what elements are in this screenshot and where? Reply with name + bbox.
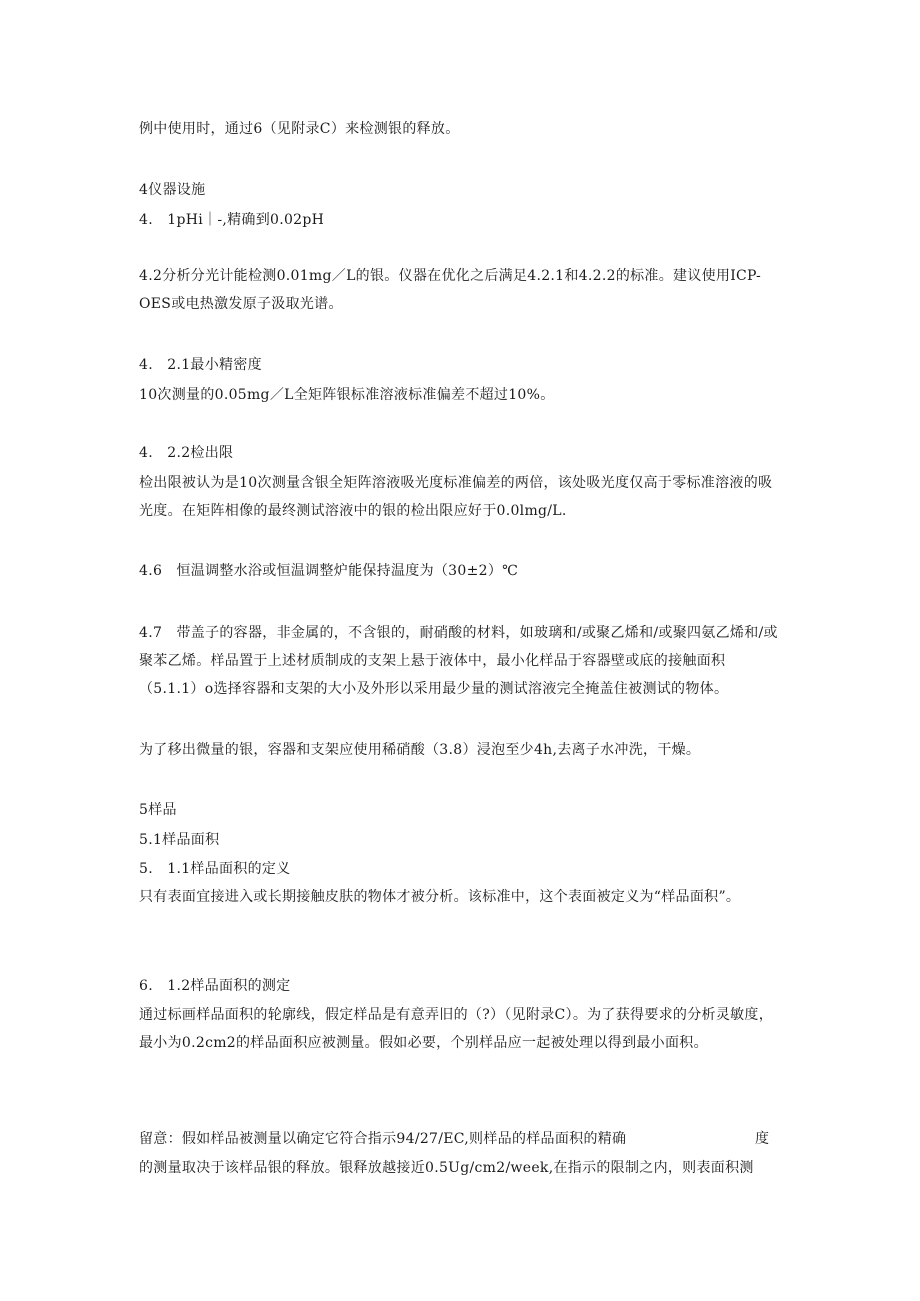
- subsection-heading: 4. 2.1最小精密度: [139, 357, 262, 373]
- subsection-heading: 5. 1.1样品面积的定义: [139, 861, 291, 877]
- subsection-heading: 5.1样品面积: [139, 832, 220, 848]
- text-line: 为了移出微量的银，容器和支架应使用稀硝酸（3.8）浸泡至少4h,去离子水冲洗，干燥。: [139, 742, 701, 758]
- text-line: 例中使用时，通过6（见附录C）来检测银的释放。: [139, 121, 460, 137]
- paragraph: 4.7 带盖子的容器，非金属的，不含银的，耐硝酸的材料，如玻璃和/或聚乙烯和/或聚四氨乙烯和/或聚苯乙烯。样品置于上述材质制成的支架上悬于液体中，最小化样品于容器壁或底的接触面积（5.1.1）o选择容器和支架的大小及外形以采用最少量的测试溶液完全掩盖住被测试的物体。: [139, 625, 778, 697]
- section-heading: 5样品: [139, 802, 177, 818]
- paragraph: 检出限被认为是10次测量含银全矩阵溶液吸光度标准偏差的两倍，该处吸光度仅高于零标准溶液的吸光度。在矩阵相像的最终测试溶液中的银的检出限应好于0.0lmg/L.: [139, 475, 773, 519]
- paragraph: 只有表面宜接进入或长期接触皮肤的物体才被分析。该标准中，这个表面被定义为“样品面积”。: [139, 889, 741, 905]
- text-line: 留意：假如样品被测量以确定它符合指示94/27/EC,则样品的样品面积的精确: [139, 1131, 627, 1147]
- subsection-heading: 4.6 恒温调整水浴或恒温调整炉能保持温度为（30±2）℃: [139, 563, 519, 579]
- text-fragment: 度: [755, 1131, 770, 1147]
- paragraph: 4.2分析分光计能检测0.01mg／L的银。仪器在优化之后满足4.2.1和4.2.2的标准。建议使用ICP-OES或电热激发原子汲取光谱。: [139, 268, 762, 312]
- section-heading: 4仪器设施: [139, 182, 206, 198]
- subsection-heading: 6. 1.2样品面积的测定: [139, 978, 291, 994]
- subsection-heading: 4. 1pHi｜-,精确到0.02pH: [139, 212, 325, 228]
- text-line: 10次测量的0.05mg／L全矩阵银标准溶液标准偏差不超过10%。: [139, 387, 555, 403]
- paragraph: 通过标画样品面积的轮廓线，假定样品是有意弄旧的（?）（见附录C）。为了获得要求的分析灵敏度，最小为0.2cm2的样品面积应被测量。假如必要，个别样品应一起被处理以得到最小面积。: [139, 1007, 774, 1051]
- subsection-heading: 4. 2.2检出限: [139, 445, 234, 461]
- text-line: 的测量取决于该样品银的释放。银释放越接近0.5Ug/cm2/week,在指示的限制之内，则表面积测: [139, 1160, 754, 1176]
